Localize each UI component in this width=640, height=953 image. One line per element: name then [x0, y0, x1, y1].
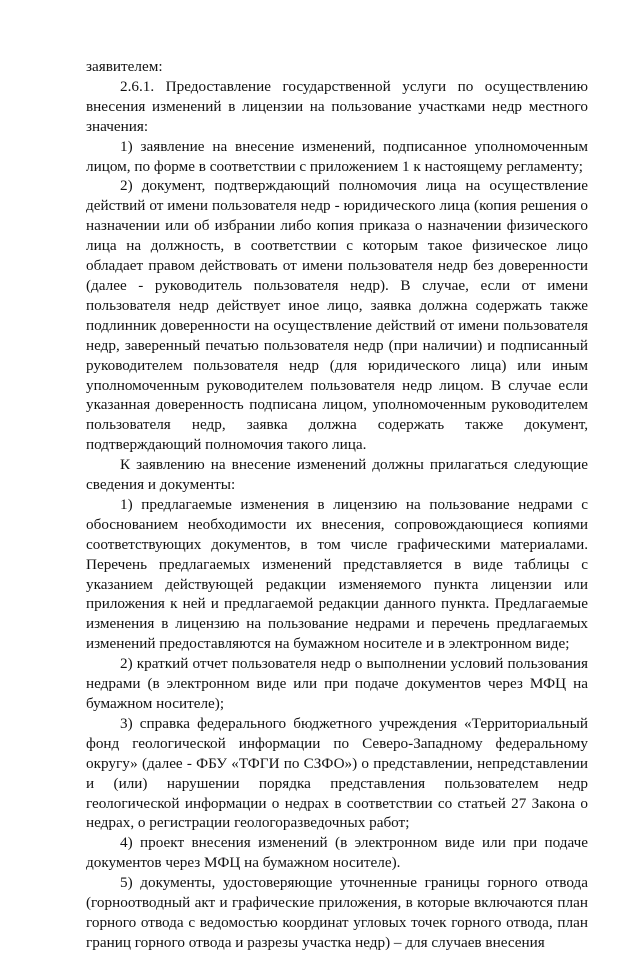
list-item-proposed-changes: 1) предлагаемые изменения в лицензию на пользование недрами с обоснованием необходимости их внесения, сопровождающиеся копиями соответствующих документов, в том числе графическими материалами. Перечень предлагаемых изменений представляется в виде таблицы с указанием действующей редакции изменяемого пункта лицензии или приложения к ней и предлагаемой редакции данного пункта. Предлагаемые изменения в лицензию на пользование недрами и перечень предлагаемых изменений предоставляются на бумажном носителе и в электронном виде; — [86, 495, 588, 653]
section-heading-2-6-1: 2.6.1. Предоставление государственной услуги по осуществлению внесения изменений в лицензии на пользование участками недр местного значения: — [86, 77, 588, 135]
list-item-boundary-documents: 5) документы, удостоверяющие уточненные границы горного отвода (горноотводный акт и графические приложения, в которые включаются план горного отвода с ведомостью координат угловых точек горного отвода, план границ горного отвода и разрезы участка недр) – для случаев внесения — [86, 874, 588, 951]
list-item-application: 1) заявление на внесение изменений, подписанное уполномоченным лицом, по форме в соответствии с приложением 1 к настоящему регламенту; — [86, 137, 588, 175]
list-item-certificate: 3) справка федерального бюджетного учреждения «Территориальный фонд геологической информации по Северо-Западному федеральному округу» (далее - ФБУ «ТФГИ по СЗФО») о представлении, непредставлении и (или) нарушении порядка представления пользователем недр геологической информации о недрах в соответствии со статьей 27 Закона о недрах, о регистрации геологоразведочных работ; — [86, 714, 588, 832]
list-item-authority-document: 2) документ, подтверждающий полномочия лица на осуществление действий от имени пользователя недр - юридического лица (копия решения о назначении или об избрании либо копия приказа о назначении физического лица на должность, в соответствии с которым такое физическое лицо обладает правом действовать от имени пользователя недр без доверенности (далее - руководитель пользователя недр). В случае, если от имени пользователя недр действует иное лицо, заявка должна содержать также подлинник доверенности на осуществление действий от имени пользователя недр, заверенный печатью пользователя недр (при наличии) и подписанный руководителем пользователя недр (для юридического лица) или иным уполномоченным руководителем пользователя недр лицом. В случае если указанная доверенность подписана лицом, уполномоченным руководителем пользователя недр, заявка должна содержать также документ, подтверждающий полномочия такого лица. — [86, 177, 588, 454]
continuation-line: заявителем: — [86, 58, 163, 75]
list-item-brief-report: 2) краткий отчет пользователя недр о выполнении условий пользования недрами (в электронном виде или при подаче документов через МФЦ на бумажном носителе); — [86, 655, 588, 712]
attachments-intro: К заявлению на внесение изменений должны прилагаться следующие сведения и документы: — [86, 456, 588, 494]
list-item-change-project: 4) проект внесения изменений (в электронном виде или при подаче документов через МФЦ на бумажном носителе). — [86, 834, 588, 872]
document-page — [86, 57, 588, 953]
